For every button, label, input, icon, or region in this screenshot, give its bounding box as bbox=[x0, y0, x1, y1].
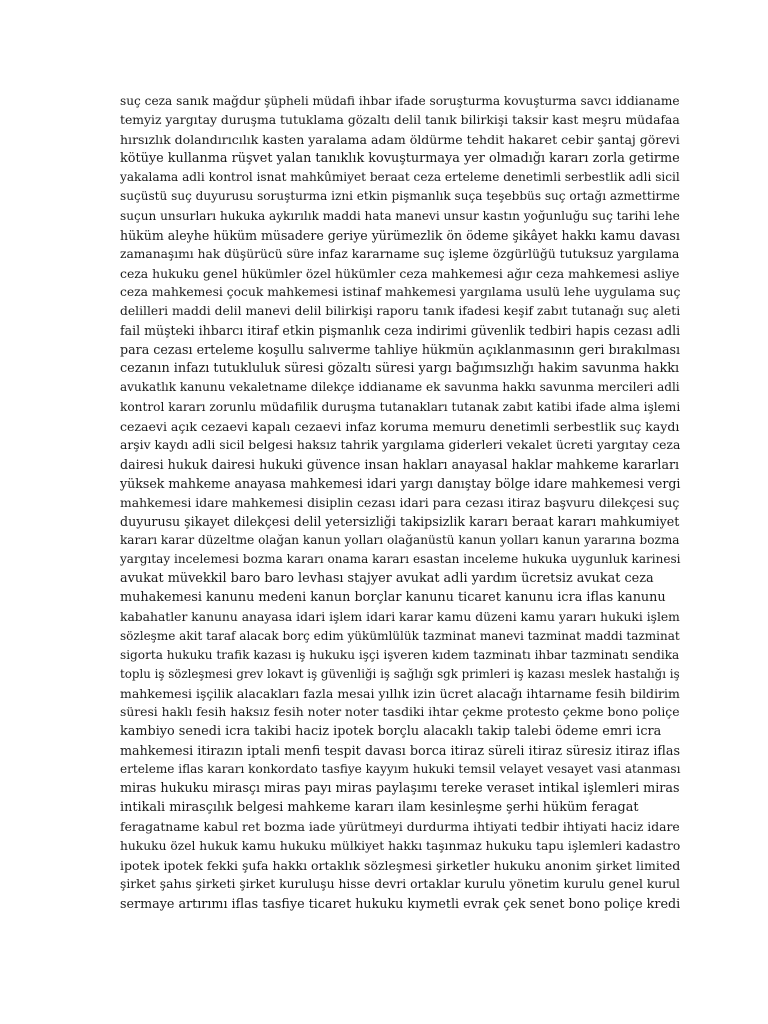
text-line: mahkemesi itirazın iptali menfi tespit davası borca itiraz süreli itiraz süresiz itiraz iflas bbox=[120, 743, 680, 759]
text-line: yüksek mahkeme anayasa mahkemesi idari yargı danıştay bölge idare mahkemesi vergi bbox=[120, 475, 681, 491]
text-line: yakalama adli kontrol isnat mahkûmiyet beraat ceza erteleme denetimli serbestlik adli sicil bbox=[120, 170, 680, 185]
text-line: para cezası erteleme koşullu salıverme tahliye hükmün açıklanmasının geri bırakılması bbox=[120, 342, 681, 358]
text-line: sözleşme akit taraf alacak borç edim yükümlülük tazminat manevi tazminat maddi tazminat bbox=[120, 628, 680, 643]
text-line: şirket şahıs şirketi şirket kuruluşu hisse devri ortaklar kurulu yönetim kurulu genel kurul bbox=[120, 876, 681, 891]
text-line: kabahatler kanunu anayasa idari işlem idari karar kamu düzeni kamu yararı hukuki işlem bbox=[120, 609, 680, 624]
text-line: muhakemesi kanunu medeni kanun borçlar kanunu ticaret kanunu icra iflas kanunu bbox=[120, 590, 666, 606]
body-text bbox=[120, 92, 680, 913]
text-line: sermaye artırımı iflas tasfiye ticaret hukuku kıymetli evrak çek senet bono poliçe kredi bbox=[120, 895, 681, 911]
text-line: delilleri maddi delil manevi delil bilirkişi raporu tanık ifadesi keşif zabıt tutanağı suç aleti bbox=[120, 304, 681, 319]
text-line: cezaevi açık cezaevi kapalı cezaevi infaz koruma memuru denetimli serbestlik suç kaydı bbox=[120, 418, 680, 434]
text-line: ceza mahkemesi çocuk mahkemesi istinaf mahkemesi yargılama usulü lehe uygulama suç bbox=[120, 284, 681, 299]
text-line: miras hukuku mirasçı miras payı miras paylaşımı tereke veraset intikal işlemleri miras bbox=[120, 781, 680, 797]
text-line: kararı karar düzeltme olağan kanun yolları olağanüstü kanun yolları kanun yararına bozma bbox=[120, 533, 680, 548]
text-line: avukatlık kanunu vekaletname dilekçe iddianame ek savunma hakkı savunma mercileri adli bbox=[120, 380, 680, 395]
text-line: duyurusu şikayet dilekçesi delil yetersizliği takipsizlik kararı beraat kararı mahkumiyet bbox=[120, 514, 680, 530]
text-line: ipotek ipotek fekki şufa hakkı ortaklık sözleşmesi şirketler hukuku anonim şirket limited bbox=[120, 857, 681, 873]
text-line: sigorta hukuku trafik kazası iş hukuku işçi işveren kıdem tazminatı ihbar tazminatı sendika bbox=[120, 647, 680, 662]
text-line: suçun unsurları hukuka aykırılık maddi hata manevi unsur kastın yoğunluğu suç tarihi lehe bbox=[120, 208, 680, 223]
text-line: kontrol kararı zorunlu müdafilik duruşma tutanakları tutanak zabıt katibi ifade alma işlemi bbox=[120, 399, 681, 414]
text-line: toplu iş sözleşmesi grev lokavt iş güvenliği iş sağlığı sgk primleri iş kazası meslek hastalığı iş bbox=[120, 666, 680, 681]
text-line: temyiz yargıtay duruşma tutuklama gözaltı delil tanık bilirkişi taksir kast meşru müdafaa bbox=[120, 113, 680, 128]
text-line: kötüye kullanma rüşvet yalan tanıklık kovuşturmaya yer olmadığı kararı zorla getirme bbox=[120, 151, 680, 167]
text-line: avukat müvekkil baro baro levhası stajyer avukat adli yardım ücretsiz avukat ceza bbox=[120, 571, 654, 587]
text-line: kambiyo senedi icra takibi haciz ipotek borçlu alacaklı takip talebi ödeme emri icra bbox=[120, 724, 662, 740]
text-line: cezanın infazı tutukluluk süresi gözaltı süresi yargı bağımsızlığı hakim savunma hakkı bbox=[120, 361, 680, 377]
text-line: hüküm aleyhe hüküm müsadere geriye yürümezlik ön ödeme şikâyet hakkı kamu davası bbox=[120, 227, 680, 243]
text-line: mahkemesi idare mahkemesi disiplin cezası idari para cezası itiraz başvuru dilekçesi suç bbox=[120, 494, 680, 510]
text-line: yargıtay incelemesi bozma kararı onama kararı esastan inceleme hukuka uygunluk karinesi bbox=[120, 552, 681, 567]
text-line: zamanaşımı hak düşürücü süre infaz kararname suç işleme özgürlüğü tutuksuz yargılama bbox=[120, 246, 680, 261]
text-line: dairesi hukuk dairesi hukuki güvence insan hakları anayasal haklar mahkeme kararları bbox=[120, 456, 680, 472]
text-line: fail müşteki ihbarcı itiraf etkin pişmanlık ceza indirimi güvenlik tedbiri hapis cezası adli bbox=[120, 323, 681, 339]
text-line: mahkemesi işçilik alacakları fazla mesai yıllık izin ücret alacağı ihtarname fesih bildirim bbox=[120, 685, 680, 701]
text-line: hukuku özel hukuk kamu hukuku mülkiyet hakkı taşınmaz hukuku tapu işlemleri kadastro bbox=[120, 838, 681, 853]
text-line: feragatname kabul ret bozma iade yürütmeyi durdurma ihtiyati tedbir ihtiyati haciz idare bbox=[120, 819, 680, 834]
text-line: erteleme iflas kararı konkordato tasfiye kayyım hukuki temsil velayet vesayet vasi atanması bbox=[120, 762, 681, 777]
text-line: suçüstü suç duyurusu soruşturma izni etkin pişmanlık suça teşebbüs suç ortağı azmettirme bbox=[120, 189, 680, 204]
text-line: arşiv kaydı adli sicil belgesi haksız tahrik yargılama giderleri vekalet ücreti yargıtay ceza bbox=[120, 437, 681, 452]
text-line: ceza hukuku genel hükümler özel hükümler ceza mahkemesi ağır ceza mahkemesi asliye bbox=[120, 265, 680, 281]
text-line: suç ceza sanık mağdur şüpheli müdafi ihbar ifade soruşturma kovuşturma savcı iddianame bbox=[120, 94, 680, 108]
text-line: süresi haklı fesih haksız fesih noter noter tasdiki ihtar çekme protesto çekme bono poliçe bbox=[120, 705, 680, 719]
text-line: hırsızlık dolandırıcılık kasten yaralama adam öldürme tehdit hakaret cebir şantaj görevi bbox=[120, 132, 680, 148]
text-line: intikali mirasçılık belgesi mahkeme kararı ilam kesinleşme şerhi hüküm feragat bbox=[120, 800, 639, 816]
